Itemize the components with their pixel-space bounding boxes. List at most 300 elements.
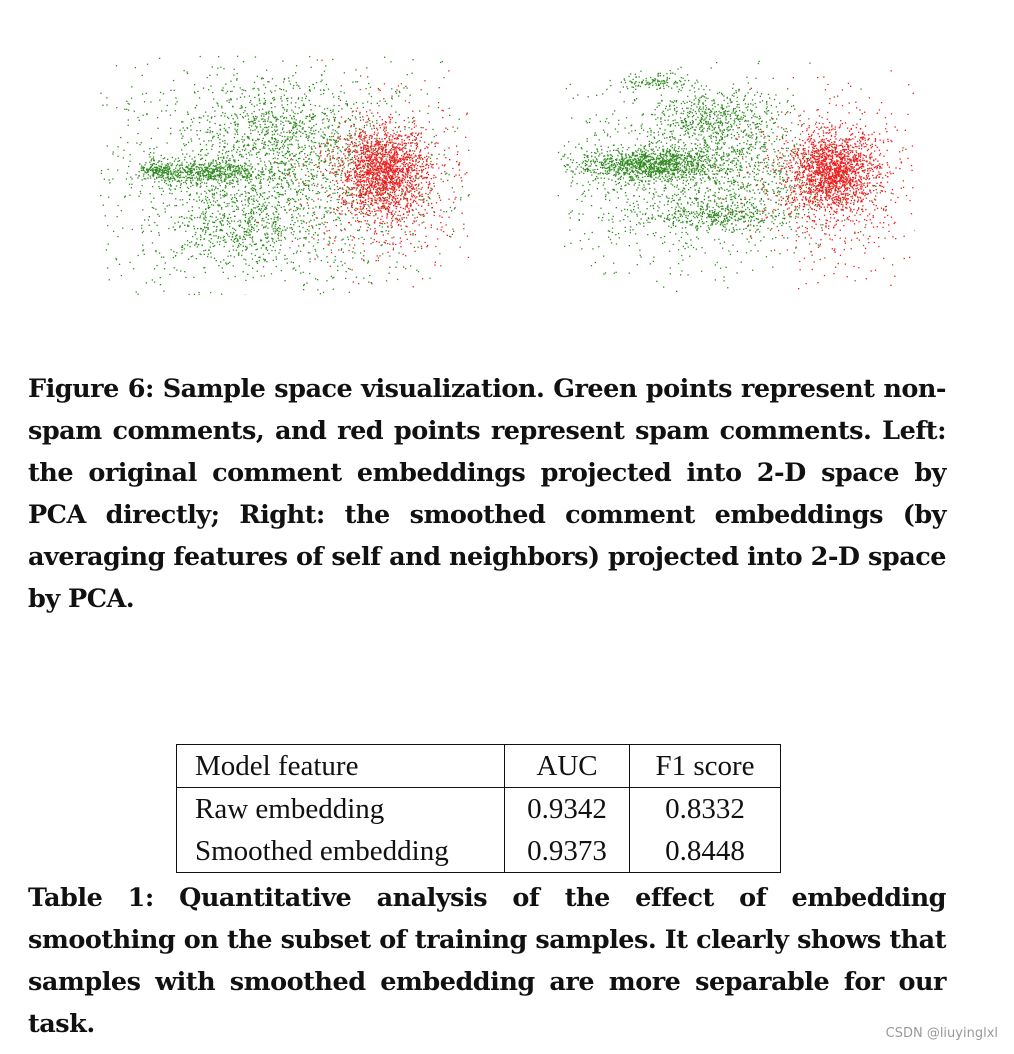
- scatter-point: [460, 197, 461, 198]
- scatter-point: [303, 272, 304, 273]
- scatter-point: [236, 170, 237, 171]
- scatter-point: [373, 170, 374, 171]
- scatter-point: [352, 257, 353, 258]
- scatter-point: [251, 216, 252, 217]
- scatter-point: [199, 122, 200, 123]
- scatter-point: [153, 152, 154, 153]
- scatter-point: [295, 238, 296, 239]
- scatter-point: [251, 238, 252, 239]
- scatter-point: [117, 170, 118, 171]
- scatter-point: [270, 169, 271, 170]
- scatter-point: [349, 119, 350, 120]
- scatter-point: [439, 195, 440, 196]
- scatter-point: [276, 130, 277, 131]
- scatter-point: [354, 174, 355, 175]
- scatter-point: [276, 259, 277, 260]
- scatter-point: [419, 151, 420, 152]
- scatter-point: [396, 181, 397, 182]
- scatter-point: [425, 193, 426, 194]
- scatter-point: [167, 105, 168, 106]
- scatter-point: [251, 213, 252, 214]
- scatter-point: [364, 145, 365, 146]
- scatter-point: [389, 142, 390, 143]
- scatter-point: [370, 213, 371, 214]
- scatter-point: [284, 280, 285, 281]
- scatter-point: [154, 167, 155, 168]
- scatter-point: [295, 72, 296, 73]
- scatter-point: [419, 214, 420, 215]
- scatter-point: [415, 201, 416, 202]
- scatter-point: [192, 210, 193, 211]
- scatter-point: [153, 156, 154, 157]
- scatter-point: [187, 240, 188, 241]
- scatter-point: [360, 179, 361, 180]
- scatter-point: [186, 191, 187, 192]
- scatter-point: [310, 104, 311, 105]
- scatter-point: [243, 246, 244, 247]
- scatter-point: [271, 195, 272, 196]
- scatter-point: [288, 184, 289, 185]
- scatter-point: [141, 225, 142, 226]
- scatter-point: [224, 128, 225, 129]
- scatter-point: [214, 116, 215, 117]
- scatter-point: [146, 93, 147, 94]
- scatter-point: [376, 157, 377, 158]
- scatter-point: [149, 162, 150, 163]
- scatter-point: [234, 202, 235, 203]
- scatter-point: [381, 223, 382, 224]
- scatter-point: [233, 177, 234, 178]
- scatter-point: [194, 294, 195, 295]
- scatter-point: [232, 206, 233, 207]
- scatter-point: [231, 199, 232, 200]
- scatter-point: [262, 196, 263, 197]
- scatter-point: [307, 116, 308, 117]
- scatter-point: [311, 140, 312, 141]
- scatter-point: [421, 189, 422, 190]
- scatter-point: [168, 185, 169, 186]
- scatter-point: [293, 210, 294, 211]
- scatter-point: [269, 172, 270, 173]
- scatter-point: [209, 168, 210, 169]
- scatter-point: [149, 216, 150, 217]
- scatter-point: [446, 173, 447, 174]
- scatter-point: [143, 175, 144, 176]
- scatter-point: [294, 206, 295, 207]
- scatter-point: [221, 230, 222, 231]
- scatter-point: [396, 166, 397, 167]
- scatter-point: [213, 226, 214, 227]
- scatter-point: [181, 149, 182, 150]
- scatter-point: [326, 280, 327, 281]
- scatter-point: [243, 139, 244, 140]
- scatter-point: [247, 228, 248, 229]
- scatter-point: [190, 125, 191, 126]
- scatter-point: [181, 133, 182, 134]
- scatter-point: [267, 237, 268, 238]
- scatter-point: [242, 239, 243, 240]
- scatter-point: [245, 259, 246, 260]
- scatter-point: [203, 115, 204, 116]
- scatter-point: [211, 189, 212, 190]
- scatter-point: [379, 165, 380, 166]
- scatter-point: [294, 174, 295, 175]
- scatter-point: [385, 154, 386, 155]
- scatter-point: [234, 221, 235, 222]
- scatter-point: [319, 207, 320, 208]
- scatter-point: [348, 192, 349, 193]
- scatter-point: [394, 157, 395, 158]
- scatter-point: [305, 98, 306, 99]
- scatter-point: [388, 201, 389, 202]
- scatter-point: [386, 149, 387, 150]
- scatter-point: [150, 193, 151, 194]
- scatter-point: [232, 246, 233, 247]
- scatter-point: [368, 119, 369, 120]
- scatter-point: [225, 180, 226, 181]
- scatter-point: [255, 207, 256, 208]
- scatter-point: [123, 157, 124, 158]
- scatter-point: [205, 175, 206, 176]
- scatter-point: [211, 149, 212, 150]
- scatter-point: [201, 193, 202, 194]
- scatter-point: [268, 219, 269, 220]
- scatter-point: [197, 246, 198, 247]
- scatter-point: [204, 202, 205, 203]
- scatter-point: [395, 267, 396, 268]
- scatter-point: [431, 178, 432, 179]
- scatter-point: [390, 134, 391, 135]
- scatter-point: [180, 172, 181, 173]
- scatter-point: [255, 56, 256, 57]
- scatter-point: [400, 221, 401, 222]
- scatter-point: [389, 157, 390, 158]
- scatter-point: [366, 194, 367, 195]
- scatter-point: [200, 154, 201, 155]
- scatter-point: [281, 186, 282, 187]
- scatter-point: [298, 148, 299, 149]
- scatter-point: [237, 129, 238, 130]
- scatter-point: [208, 228, 209, 229]
- scatter-point: [306, 237, 307, 238]
- scatter-point: [300, 112, 301, 113]
- scatter-point: [368, 198, 369, 199]
- scatter-point: [340, 223, 341, 224]
- scatter-point: [262, 130, 263, 131]
- scatter-point: [263, 254, 264, 255]
- scatter-point: [272, 78, 273, 79]
- scatter-point: [241, 227, 242, 228]
- scatter-point: [353, 126, 354, 127]
- scatter-point: [322, 136, 323, 137]
- scatter-point: [441, 179, 442, 180]
- scatter-point: [279, 225, 280, 226]
- scatter-point: [327, 201, 328, 202]
- scatter-point: [355, 81, 356, 82]
- scatter-point: [343, 192, 344, 193]
- scatter-point: [333, 96, 334, 97]
- scatter-point: [369, 120, 370, 121]
- scatter-point: [220, 185, 221, 186]
- scatter-point: [228, 151, 229, 152]
- scatter-point: [151, 138, 152, 139]
- scatter-point: [328, 121, 329, 122]
- scatter-point: [220, 67, 221, 68]
- scatter-point: [319, 163, 320, 164]
- scatter-point: [169, 205, 170, 206]
- scatter-point: [215, 160, 216, 161]
- scatter-point: [258, 209, 259, 210]
- scatter-point: [222, 160, 223, 161]
- scatter-point: [229, 251, 230, 252]
- scatter-point: [211, 162, 212, 163]
- scatter-point: [353, 187, 354, 188]
- scatter-point: [220, 194, 221, 195]
- scatter-point: [376, 194, 377, 195]
- scatter-point: [277, 158, 278, 159]
- scatter-point: [409, 139, 410, 140]
- scatter-point: [431, 142, 432, 143]
- scatter-point: [371, 155, 372, 156]
- scatter-point: [284, 170, 285, 171]
- scatter-point: [128, 110, 129, 111]
- scatter-point: [245, 192, 246, 193]
- scatter-point: [149, 225, 150, 226]
- scatter-point: [377, 180, 378, 181]
- scatter-point: [255, 147, 256, 148]
- scatter-point: [129, 184, 130, 185]
- scatter-point: [414, 196, 415, 197]
- scatter-point: [287, 227, 288, 228]
- scatter-point: [160, 169, 161, 170]
- scatter-point: [185, 167, 186, 168]
- scatter-point: [187, 187, 188, 188]
- scatter-point: [381, 211, 382, 212]
- scatter-point: [246, 232, 247, 233]
- scatter-point: [227, 203, 228, 204]
- scatter-point: [209, 190, 210, 191]
- scatter-point: [315, 130, 316, 131]
- scatter-point: [117, 216, 118, 217]
- scatter-point: [307, 138, 308, 139]
- scatter-point: [229, 160, 230, 161]
- scatter-point: [346, 271, 347, 272]
- scatter-point: [141, 165, 142, 166]
- scatter-point: [281, 207, 282, 208]
- scatter-point: [398, 134, 399, 135]
- scatter-point: [411, 165, 412, 166]
- scatter-point: [170, 177, 171, 178]
- scatter-point: [187, 244, 188, 245]
- scatter-point: [225, 187, 226, 188]
- scatter-point: [342, 168, 343, 169]
- scatter-point: [233, 167, 234, 168]
- scatter-point: [215, 123, 216, 124]
- scatter-point: [385, 101, 386, 102]
- scatter-point: [362, 170, 363, 171]
- scatter-point: [351, 108, 352, 109]
- scatter-point: [182, 121, 183, 122]
- scatter-point: [385, 191, 386, 192]
- scatter-point: [414, 157, 415, 158]
- scatter-point: [311, 127, 312, 128]
- scatter-point: [385, 124, 386, 125]
- scatter-point: [116, 65, 117, 66]
- scatter-point: [321, 160, 322, 161]
- scatter-point: [325, 181, 326, 182]
- scatter-point: [221, 207, 222, 208]
- scatter-point: [423, 214, 424, 215]
- scatter-point: [306, 185, 307, 186]
- scatter-point: [425, 177, 426, 178]
- scatter-point: [220, 166, 221, 167]
- scatter-point: [161, 155, 162, 156]
- scatter-point: [205, 199, 206, 200]
- scatter-point: [236, 193, 237, 194]
- scatter-point: [237, 149, 238, 150]
- scatter-point: [419, 170, 420, 171]
- scatter-point: [302, 110, 303, 111]
- scatter-point: [304, 105, 305, 106]
- scatter-point: [273, 144, 274, 145]
- scatter-point: [202, 200, 203, 201]
- scatter-point: [313, 200, 314, 201]
- scatter-point: [127, 173, 128, 174]
- scatter-point: [308, 127, 309, 128]
- scatter-point: [142, 185, 143, 186]
- scatter-point: [212, 193, 213, 194]
- scatter-point: [337, 266, 338, 267]
- scatter-point: [199, 117, 200, 118]
- scatter-point: [281, 96, 282, 97]
- scatter-point: [351, 135, 352, 136]
- scatter-point: [245, 215, 246, 216]
- scatter-point: [390, 157, 391, 158]
- scatter-point: [359, 176, 360, 177]
- scatter-point: [244, 96, 245, 97]
- scatter-point: [333, 139, 334, 140]
- scatter-point: [272, 178, 273, 179]
- scatter-point: [384, 223, 385, 224]
- scatter-point: [289, 151, 290, 152]
- scatter-point: [300, 179, 301, 180]
- scatter-point: [372, 178, 373, 179]
- scatter-point: [291, 227, 292, 228]
- scatter-point: [185, 231, 186, 232]
- scatter-point: [393, 190, 394, 191]
- scatter-point: [368, 173, 369, 174]
- scatter-point: [417, 146, 418, 147]
- scatter-point: [341, 206, 342, 207]
- scatter-point: [409, 182, 410, 183]
- scatter-point: [261, 143, 262, 144]
- scatter-point: [136, 143, 137, 144]
- scatter-point: [400, 131, 401, 132]
- scatter-point: [264, 233, 265, 234]
- scatter-point: [247, 180, 248, 181]
- scatter-point: [433, 177, 434, 178]
- scatter-point: [278, 253, 279, 254]
- scatter-point: [309, 221, 310, 222]
- scatter-point: [265, 100, 266, 101]
- scatter-point: [163, 178, 164, 179]
- scatter-point: [248, 218, 249, 219]
- scatter-point: [399, 158, 400, 159]
- scatter-point: [296, 85, 297, 86]
- scatter-point: [176, 270, 177, 271]
- scatter-point: [259, 260, 260, 261]
- scatter-point: [233, 211, 234, 212]
- scatter-point: [430, 188, 431, 189]
- scatter-point: [244, 199, 245, 200]
- scatter-point: [252, 241, 253, 242]
- scatter-point: [288, 186, 289, 187]
- scatter-point: [333, 262, 334, 263]
- scatter-point: [393, 130, 394, 131]
- scatter-point: [181, 183, 182, 184]
- scatter-point: [158, 181, 159, 182]
- scatter-point: [399, 114, 400, 115]
- scatter-point: [202, 169, 203, 170]
- scatter-point: [324, 216, 325, 217]
- scatter-point: [249, 237, 250, 238]
- scatter-point: [252, 217, 253, 218]
- scatter-point: [344, 92, 345, 93]
- scatter-point: [247, 170, 248, 171]
- scatter-point: [357, 176, 358, 177]
- scatter-point: [207, 170, 208, 171]
- scatter-point: [188, 114, 189, 115]
- scatter-point: [299, 158, 300, 159]
- scatter-point: [146, 168, 147, 169]
- scatter-point: [290, 83, 291, 84]
- scatter-point: [167, 169, 168, 170]
- scatter-point: [384, 182, 385, 183]
- scatter-point: [339, 218, 340, 219]
- scatter-point: [352, 189, 353, 190]
- scatter-point: [359, 165, 360, 166]
- scatter-point: [304, 237, 305, 238]
- scatter-point: [229, 99, 230, 100]
- scatter-point: [249, 244, 250, 245]
- scatter-point: [109, 279, 110, 280]
- scatter-point: [157, 225, 158, 226]
- scatter-point: [332, 111, 333, 112]
- scatter-point: [205, 213, 206, 214]
- scatter-point: [131, 86, 132, 87]
- scatter-point: [204, 254, 205, 255]
- scatter-point: [356, 179, 357, 180]
- scatter-point: [171, 165, 172, 166]
- scatter-point: [251, 226, 252, 227]
- scatter-point: [430, 163, 431, 164]
- scatter-point: [284, 79, 285, 80]
- scatter-point: [321, 260, 322, 261]
- scatter-point: [423, 166, 424, 167]
- scatter-point: [420, 150, 421, 151]
- scatter-point: [229, 102, 230, 103]
- scatter-point: [222, 112, 223, 113]
- scatter-point: [264, 119, 265, 120]
- scatter-point: [381, 158, 382, 159]
- scatter-point: [185, 180, 186, 181]
- scatter-point: [405, 100, 406, 101]
- scatter-point: [260, 210, 261, 211]
- scatter-point: [351, 187, 352, 188]
- scatter-point: [319, 158, 320, 159]
- scatter-point: [346, 201, 347, 202]
- scatter-point: [210, 292, 211, 293]
